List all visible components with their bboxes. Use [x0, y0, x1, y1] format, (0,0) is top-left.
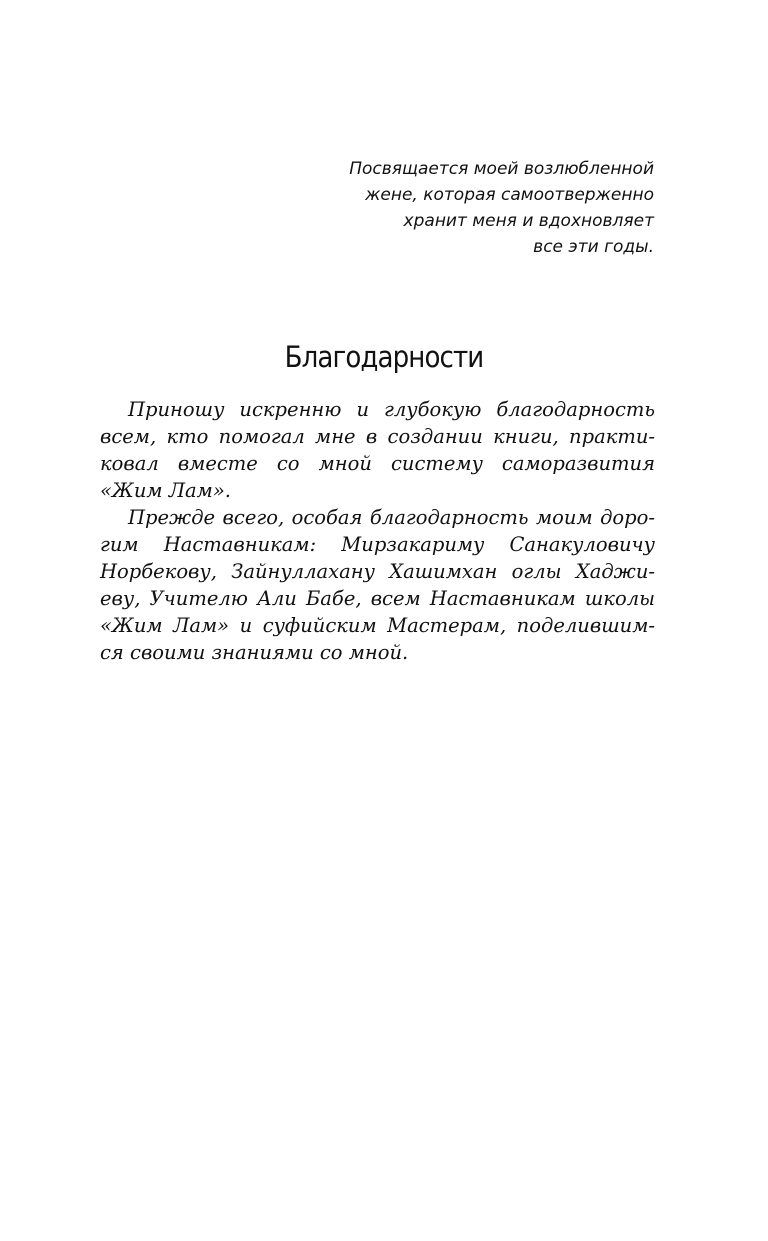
text-line: «Жим Лам».: [100, 479, 231, 502]
epigraph-line: Посвящается моей возлюбленной: [349, 159, 654, 179]
epigraph-line: все эти годы.: [533, 237, 654, 257]
dedication-epigraph: [234, 156, 654, 260]
text-line: еву, Учителю Али Бабе, всем Наставникам школы: [100, 587, 655, 610]
text-line: ковал вместе со мной систему саморазвития: [100, 452, 655, 475]
text-line: «Жим Лам» и суфийским Мастерам, поделившим-: [100, 614, 655, 637]
acknowledgements-text: [100, 396, 655, 666]
text-line: всем, кто помогал мне в создании книги, практи-: [100, 425, 655, 448]
epigraph-line: хранит меня и вдохновляет: [403, 211, 654, 231]
section-heading: Благодарности: [284, 340, 484, 374]
text-line: гим Наставникам: Мирзакариму Санакуловичу: [100, 533, 655, 556]
text-line: Норбекову, Зайнуллахану Хашимхан оглы Хаджи-: [100, 560, 655, 583]
text-line: ся своими знаниями со мной.: [100, 641, 409, 664]
epigraph-line: жене, которая самоотверженно: [365, 185, 654, 205]
text-line: Приношу искренню и глубокую благодарность: [128, 398, 655, 421]
text-line: Прежде всего, особая благодарность моим доро-: [128, 506, 655, 529]
